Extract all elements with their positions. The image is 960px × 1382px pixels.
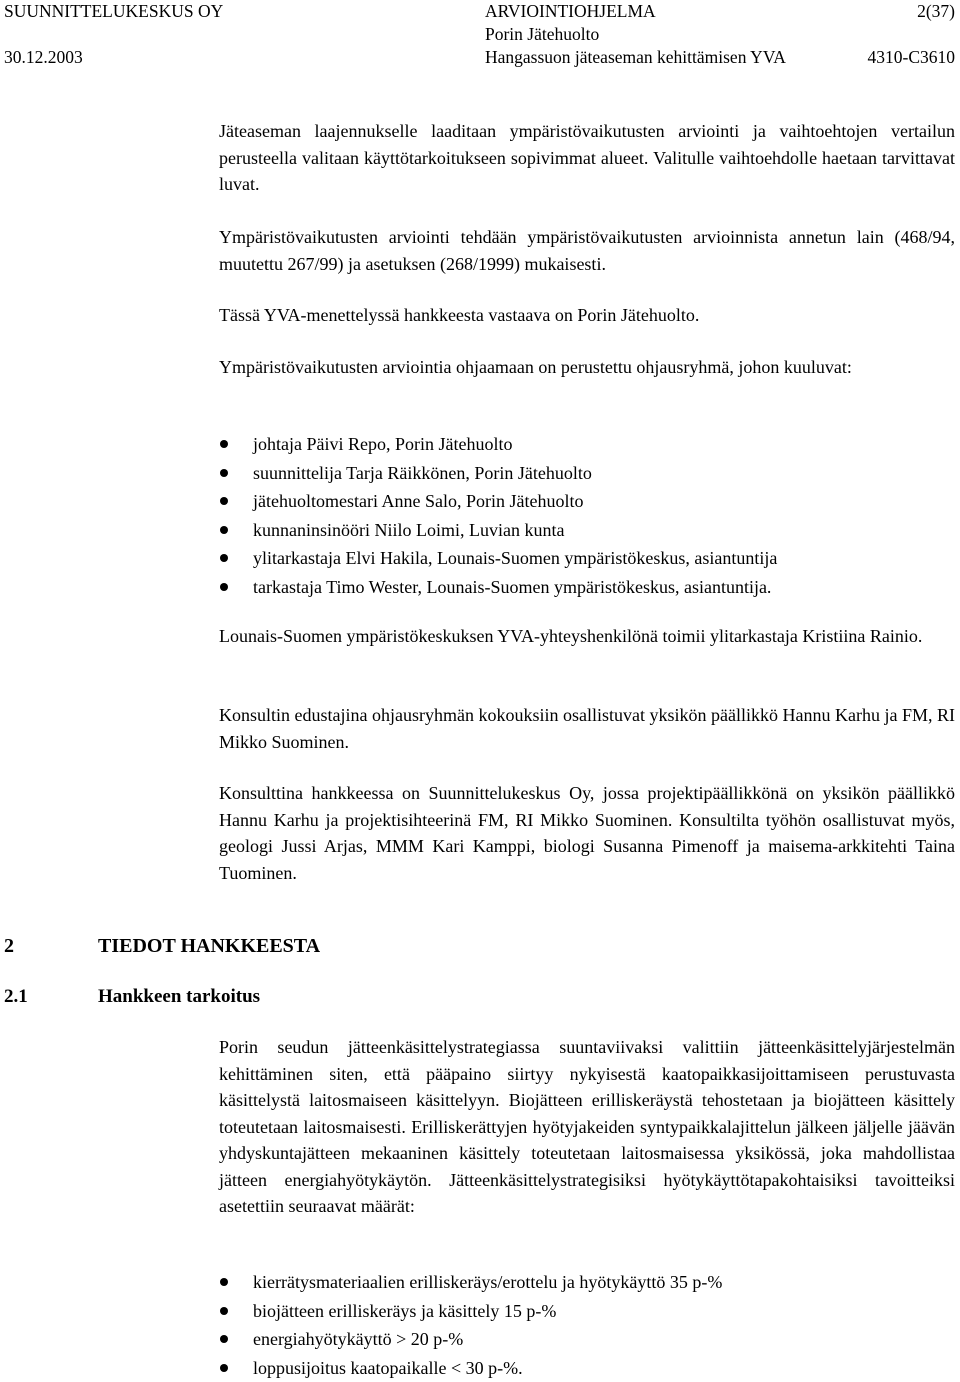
paragraph-responsible-party: Tässä YVA-menettelyssä hankkeesta vastaava on Porin Jätehuolto. [219, 302, 955, 329]
paragraph-legal-basis: Ympäristövaikutusten arviointi tehdään ympäristövaikutusten arvioinnista annetun lain (468/94, muutettu 267/99) ja asetuksen (268/1999) mukaisesti. [219, 224, 955, 277]
header-client: Porin Jätehuolto [485, 23, 599, 45]
bullet-icon [220, 526, 228, 534]
bullet-icon [220, 497, 228, 505]
paragraph-contact-person: Lounais-Suomen ympäristökeskuksen YVA-yhteyshenkilönä toimii ylitarkastaja Kristiina Rainio. [219, 623, 955, 650]
bullet-icon [220, 1278, 228, 1286]
bullet-icon [220, 583, 228, 591]
bullet-icon [220, 1335, 228, 1343]
steering-group-list [219, 430, 955, 601]
section-heading-2: 2 TIEDOT HANKKEESTA [4, 935, 320, 958]
paragraph-purpose: Porin seudun jätteenkäsittelystrategiassa suuntaviivaksi valittiin jätteenkäsittelyjärjestelmän kehittäminen siten, että pääpaino siirtyy nykyisestä kaatopaikkasijoittamiseen perustuvasta käsittelystä laitosmaiseen käsittelyyn. Biojätteen erilliskeräystä tehostetaan ja biojätteen käsittely toteutetaan laitosmaisesti. Erilliskerättyjen hyötyjakeiden syntypaikkalajittelun jälkeen jäljelle jäävän yhdyskuntajätteen mekaaninen käsittely toteutetaan laitosmaisessa yksikössä, joka mahdollistaa jätteen energiahyötykäytön. Jätteenkäsittelystrategisiksi hyötykäyttötapakohtaisiksi tavoitteiksi asetettiin seuraavat määrät: [219, 1034, 955, 1220]
header-date: 30.12.2003 [4, 46, 83, 68]
bullet-icon [220, 440, 228, 448]
list-item: johtaja Päivi Repo, Porin Jätehuolto [219, 430, 955, 459]
list-item: biojätteen erilliskeräys ja käsittely 15 p-% [219, 1297, 955, 1326]
paragraph-assessment-intro: Jäteaseman laajennukselle laaditaan ympäristövaikutusten arviointi ja vaihtoehtojen vertailun perusteella valitaan käyttötarkoitukseen sopivimmat alueet. Valitulle vaihtoehdolle haetaan tarvittavat luvat. [219, 118, 955, 198]
paragraph-steering-group-intro: Ympäristövaikutusten arviointia ohjaamaan on perustettu ohjausryhmä, johon kuuluvat: [219, 354, 955, 381]
header-doc-type: ARVIOINTIOHJELMA [485, 0, 656, 22]
list-item: energiahyötykäyttö > 20 p-% [219, 1325, 955, 1354]
bullet-icon [220, 554, 228, 562]
header-page-number: 2(37) [917, 0, 955, 22]
header-project: Hangassuon jäteaseman kehittämisen YVA [485, 46, 786, 68]
header-company: SUUNNITTELUKESKUS OY [4, 0, 223, 22]
paragraph-consultant-team: Konsulttina hankkeessa on Suunnittelukeskus Oy, jossa projektipäällikkönä on yksikön päällikkö Hannu Karhu ja projektisihteerinä FM, RI Mikko Suominen. Konsultilta työhön osallistuvat myös, geologi Jussi Arjas, MMM Kari Kamppi, biologi Susanna Pimenoff ja maisema-arkkitehti Taina Tuominen. [219, 780, 955, 886]
list-item: tarkastaja Timo Wester, Lounais-Suomen ympäristökeskus, asiantuntija. [219, 573, 955, 602]
header-project-code: 4310-C3610 [868, 46, 956, 68]
list-item: jätehuoltomestari Anne Salo, Porin Jätehuolto [219, 487, 955, 516]
bullet-icon [220, 1364, 228, 1372]
targets-list [219, 1268, 955, 1382]
bullet-icon [220, 1307, 228, 1315]
list-item: loppusijoitus kaatopaikalle < 30 p-%. [219, 1354, 955, 1382]
section-heading-2-1: 2.1 Hankkeen tarkoitus [4, 986, 260, 1008]
list-item: ylitarkastaja Elvi Hakila, Lounais-Suomen ympäristökeskus, asiantuntija [219, 544, 955, 573]
paragraph-consultant-reps: Konsultin edustajina ohjausryhmän kokouksiin osallistuvat yksikön päällikkö Hannu Karhu ja FM, RI Mikko Suominen. [219, 702, 955, 755]
bullet-icon [220, 469, 228, 477]
list-item: kunnaninsinööri Niilo Loimi, Luvian kunta [219, 516, 955, 545]
list-item: suunnittelija Tarja Räikkönen, Porin Jätehuolto [219, 459, 955, 488]
list-item: kierrätysmateriaalien erilliskeräys/erottelu ja hyötykäyttö 35 p-% [219, 1268, 955, 1297]
